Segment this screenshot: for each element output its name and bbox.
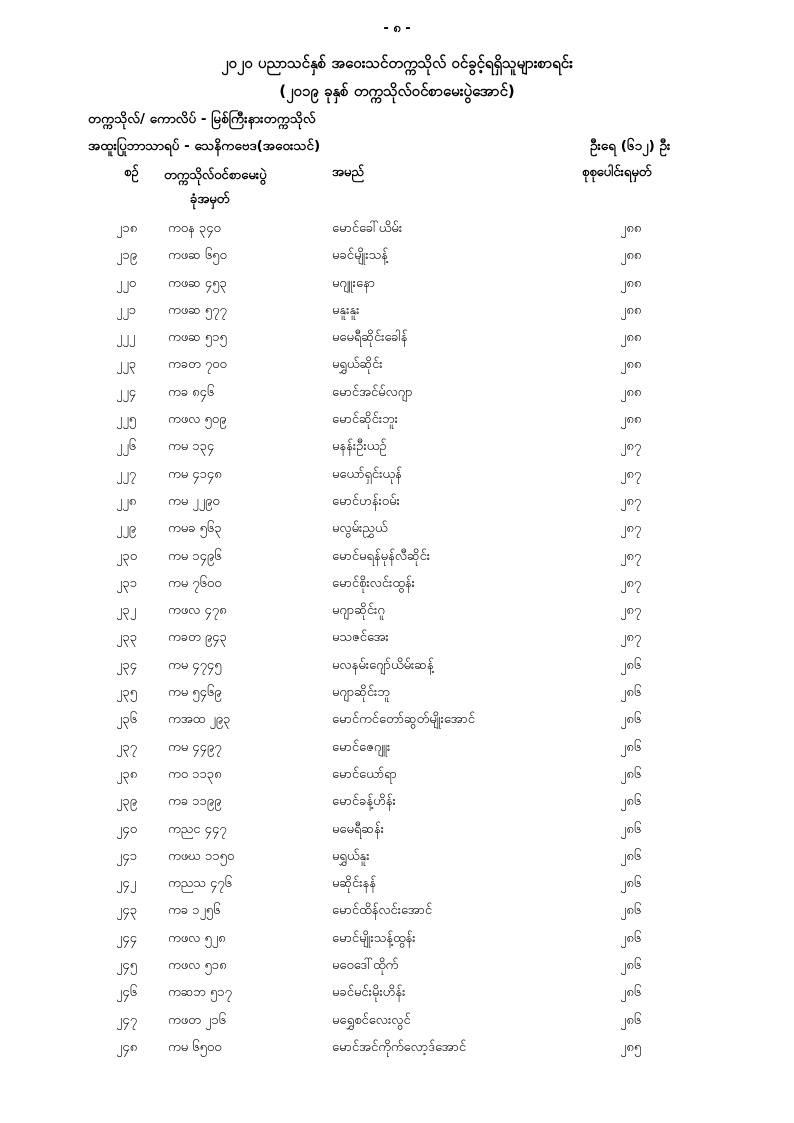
table-row	[0, 516, 794, 543]
student-name-cell: မခင်မင်းမိုးဟိန်း	[332, 985, 406, 1001]
serial-no-cell: ၂၄၅	[116, 958, 138, 974]
serial-no-cell: ၂၄၀	[116, 821, 138, 837]
total-marks-cell: ၂၈၆	[620, 1012, 642, 1028]
student-name-cell: မဝေဒေါ်ထိုက်	[332, 958, 399, 974]
table-row	[0, 898, 794, 925]
serial-no-cell: ၂၄၂	[116, 876, 137, 892]
roll-number-cell: ကဝန ၃၄၀	[168, 221, 221, 236]
student-name-cell: မဂျာဆိုင်းဘူ	[332, 685, 390, 701]
total-marks-cell: ၂၈၈	[620, 357, 642, 373]
total-marks-cell: ၂၈၆	[620, 766, 642, 782]
student-list	[0, 216, 794, 1062]
student-name-cell: မရွှယ်နူး	[332, 848, 370, 864]
table-row	[0, 598, 794, 625]
total-marks-cell: ၂၈၆	[620, 685, 642, 701]
header-roll-line-2: ခုံအမှတ်	[190, 192, 230, 207]
table-row	[0, 271, 794, 298]
roll-number-cell: ကမ ၆၅၀၀	[168, 1039, 222, 1055]
table-row	[0, 817, 794, 844]
total-marks-cell: ၂၈၇	[620, 603, 642, 619]
header-roll-line-1: တက္ကသိုလ်ဝင်စာမေးပွဲ	[164, 168, 267, 183]
roll-number-cell: ကမခ ၅၆၃	[168, 521, 222, 537]
serial-no-cell: ၂၂၀	[116, 275, 137, 291]
total-marks-cell: ၂၈၆	[620, 794, 642, 810]
table-row	[0, 953, 794, 980]
roll-number-cell: ကညင ၄၄၇	[168, 821, 227, 837]
roll-number-cell: ကမ ၅၄၆၉	[168, 685, 222, 701]
total-marks-cell: ၂၈၅	[620, 1039, 642, 1055]
serial-no-cell: ၂၂၉	[116, 521, 137, 537]
roll-number-cell: ကမ ၄၄၉၇	[168, 739, 222, 755]
table-row	[0, 462, 794, 489]
student-name-cell: မလွမ်းညွှယ်	[332, 521, 388, 537]
table-row	[0, 789, 794, 816]
pass-count: ဦးရေ (၆၁၂) ဦး	[590, 138, 671, 154]
student-name-cell: မောင်ယော်ရာ	[332, 766, 397, 782]
student-name-cell: မဂျူးနော	[332, 275, 376, 291]
table-row	[0, 544, 794, 571]
table-row	[0, 489, 794, 516]
roll-number-cell: ကခ ၁၁၉၉	[168, 794, 222, 810]
table-row	[0, 571, 794, 598]
total-marks-cell: ၂၈၈	[620, 384, 642, 400]
serial-no-cell: ၂၄၈	[116, 1039, 138, 1055]
student-name-cell: မသဇင်အေး	[332, 630, 389, 646]
table-row	[0, 352, 794, 379]
roll-number-cell: ကအထ ၂၉၃	[168, 712, 231, 728]
serial-no-cell: ၂၃၈	[116, 766, 138, 782]
total-marks-cell: ၂၈၈	[620, 330, 642, 346]
roll-number-cell: ကခတ ၉၄၃	[168, 630, 227, 646]
table-row	[0, 1008, 794, 1035]
serial-no-cell: ၂၂၂	[116, 330, 136, 346]
serial-no-cell: ၂၄၁	[116, 848, 138, 864]
roll-number-cell: ကဖလ ၅၀၉	[168, 412, 227, 428]
serial-no-cell: ၂၃၂	[116, 603, 137, 619]
student-name-cell: မောင်ကင်တော်ဆွတ်မျိုးအောင်	[332, 712, 475, 728]
serial-no-cell: ၂၄၇	[116, 1012, 138, 1028]
student-name-cell: မဂျာဆိုင်းဂူ	[332, 603, 385, 619]
student-name-cell: မရွှယ်ဆိုင်း	[332, 357, 383, 373]
table-row	[0, 762, 794, 789]
roll-number-cell: ကမ ၁၄၉၆	[168, 548, 222, 564]
serial-no-cell: ၂၃၁	[116, 575, 138, 591]
roll-number-cell: ကဖဆ ၅၇၇	[168, 302, 227, 318]
total-marks-cell: ၂၈၇	[620, 575, 642, 591]
serial-no-cell: ၂၄၆	[116, 985, 138, 1001]
table-row	[0, 844, 794, 871]
total-marks-cell: ၂၈၆	[620, 930, 642, 946]
table-row	[0, 1035, 794, 1062]
table-row	[0, 707, 794, 734]
total-marks-cell: ၂၈၇	[620, 548, 642, 564]
table-row	[0, 871, 794, 898]
total-marks-cell: ၂၈၆	[620, 712, 642, 728]
student-name-cell: မရွှေစင်လေးလွင်	[332, 1012, 411, 1028]
serial-no-cell: ၂၃၃	[116, 630, 138, 646]
header-total-marks: စုစုပေါင်းရမှတ်	[582, 165, 652, 180]
total-marks-cell: ၂၈၆	[620, 739, 642, 755]
roll-number-cell: ကဖလ ၄၇၈	[168, 603, 227, 619]
serial-no-cell: ၂၄၄	[116, 930, 138, 946]
serial-no-cell: ၂၃၀	[116, 548, 138, 564]
student-name-cell: မောင်မျိုးသန့်ထွန်း	[332, 930, 416, 946]
roll-number-cell: ကဖတ ၂၁၆	[168, 1012, 226, 1028]
table-row	[0, 380, 794, 407]
roll-number-cell: ကဝ ၁၁၃၈	[168, 766, 222, 782]
serial-no-cell: ၂၁၉	[116, 248, 138, 264]
student-name-cell: မောင်ထိန်လင်းအောင်	[332, 903, 433, 919]
total-marks-cell: ၂၈၇	[620, 439, 642, 455]
student-name-cell: မောင်ခန့်ဟိန်း	[332, 794, 396, 810]
roll-number-cell: ကဖဆ ၆၅၀	[168, 248, 227, 264]
roll-number-cell: ကဆဘ ၅၁၇	[168, 985, 232, 1001]
table-row	[0, 625, 794, 652]
serial-no-cell: ၂၂၃	[116, 357, 137, 373]
table-row	[0, 434, 794, 461]
table-row	[0, 735, 794, 762]
total-marks-cell: ၂၈၆	[620, 985, 642, 1001]
table-row	[0, 216, 794, 243]
student-name-cell: မောင်ဇေဂျူး	[332, 739, 391, 755]
student-name-cell: မောင်မရန်မုန်လီဆိုင်း	[332, 548, 431, 564]
serial-no-cell: ၂၂၈	[116, 493, 137, 509]
student-name-cell: မလနမ်းဂျော်ယိမ်းဆန့်	[332, 657, 434, 673]
student-name-cell: မောင်ခေါ်ယိမ်း	[332, 221, 403, 236]
student-name-cell: မနန်းဦးယဉ်	[332, 439, 387, 455]
total-marks-cell: ၂၈၈	[620, 248, 642, 264]
total-marks-cell: ၂၈၇	[620, 630, 642, 646]
student-name-cell: မမေရီဆန်း	[332, 821, 384, 837]
student-name-cell: မမေရီဆိုင်းခေါန်	[332, 330, 408, 346]
table-row	[0, 653, 794, 680]
total-marks-cell: ၂၈၈	[620, 412, 642, 428]
serial-no-cell: ၂၃၇	[116, 739, 138, 755]
header-serial-no: စဉ်	[124, 165, 139, 180]
total-marks-cell: ၂၈၇	[620, 493, 642, 509]
table-row	[0, 243, 794, 270]
serial-no-cell: ၂၄၃	[116, 903, 138, 919]
total-marks-cell: ၂၈၆	[620, 876, 642, 892]
total-marks-cell: ၂၈၆	[620, 958, 642, 974]
serial-no-cell: ၂၂၄	[116, 384, 137, 400]
roll-number-cell: ကခ ၁၂၅၆	[168, 903, 221, 919]
serial-no-cell: ၂၁၈	[116, 221, 138, 236]
total-marks-cell: ၂၈၆	[620, 903, 642, 919]
serial-no-cell: ၂၂၆	[116, 439, 137, 455]
roll-number-cell: ကညသ ၄၇၆	[168, 876, 232, 892]
roll-number-cell: ကမ ၂၂၉၀	[168, 493, 220, 509]
student-name-cell: မောင်အင်ကိုက်လော့ဒ်အောင်	[332, 1039, 467, 1055]
roll-number-cell: ကဖဆ ၅၁၅	[168, 330, 227, 346]
table-row	[0, 298, 794, 325]
student-name-cell: မဆိုင်းနန်	[332, 876, 376, 892]
roll-number-cell: ကမ ၄၁၄၈	[168, 466, 222, 482]
specialization-line: အထူးပြုဘာသာရပ် - သေနိကဗေဒ(အဝေးသင်)	[88, 138, 321, 154]
roll-number-cell: ကမ ၇၆၀၀	[168, 575, 222, 591]
header-roll-number	[164, 164, 267, 212]
table-row	[0, 680, 794, 707]
document-title: ၂၀၂၀ ပညာသင်နှစ် အဝေးသင်တက္ကသိုလ် ဝင်ခွင့်ရရှိသူများစာရင်း	[221, 54, 573, 72]
header-name: အမည်	[332, 165, 364, 180]
university-line: တက္ကသိုလ်/ ကောလိပ် - မြစ်ကြီးနားတက္ကသိုလ်	[88, 111, 316, 127]
table-row	[0, 980, 794, 1007]
student-name-cell: မနူးနူး	[332, 302, 360, 318]
roll-number-cell: ကဖဃ ၁၁၅၀	[168, 848, 235, 864]
roll-number-cell: ကမ ၄၇၄၅	[168, 657, 222, 673]
student-name-cell: မောင်အင်မ်လဂျာ	[332, 384, 413, 400]
serial-no-cell: ၂၃၉	[116, 794, 138, 810]
roll-number-cell: ကဖလ ၅၁၈	[168, 958, 227, 974]
roll-number-cell: ကခ ၈၄၆	[168, 384, 215, 400]
total-marks-cell: ၂၈၈	[620, 275, 642, 291]
roll-number-cell: ကဖလ ၅၂၈	[168, 930, 226, 946]
student-name-cell: မယော်ရှင်းယုန်	[332, 466, 402, 482]
table-row	[0, 407, 794, 434]
serial-no-cell: ၂၂၅	[116, 412, 137, 428]
roll-number-cell: ကဖဆ ၄၅၃	[168, 275, 227, 291]
serial-no-cell: ၂၃၆	[116, 712, 138, 728]
table-row	[0, 325, 794, 352]
student-name-cell: မောင်ဟန်းဝမ်း	[332, 493, 400, 509]
total-marks-cell: ၂၈၆	[620, 821, 642, 837]
roll-number-cell: ကခတ ၇၀၀	[168, 357, 227, 373]
student-name-cell: မောင်ဆိုင်းဘူး	[332, 412, 398, 428]
student-name-cell: မောင်စိုးလင်းထွန်း	[332, 575, 415, 591]
student-name-cell: မခင်မျိုးသန့်	[332, 248, 388, 264]
total-marks-cell: ၂၈၆	[620, 848, 642, 864]
total-marks-cell: ၂၈၈	[620, 302, 642, 318]
page-number: - ၈ -	[383, 21, 411, 36]
roll-number-cell: ကမ ၁၃၄	[168, 439, 215, 455]
document-subtitle: (၂၀၁၉ ခုနှစ် တက္ကသိုလ်ဝင်စာမေးပွဲအောင်)	[279, 82, 515, 100]
serial-no-cell: ၂၃၅	[116, 685, 138, 701]
table-row	[0, 926, 794, 953]
total-marks-cell: ၂၈၇	[620, 466, 642, 482]
total-marks-cell: ၂၈၈	[620, 221, 642, 236]
total-marks-cell: ၂၈၇	[620, 521, 642, 537]
serial-no-cell: ၂၂၇	[116, 466, 137, 482]
serial-no-cell: ၂၃၄	[116, 657, 138, 673]
serial-no-cell: ၂၂၁	[116, 302, 137, 318]
total-marks-cell: ၂၈၆	[620, 657, 642, 673]
